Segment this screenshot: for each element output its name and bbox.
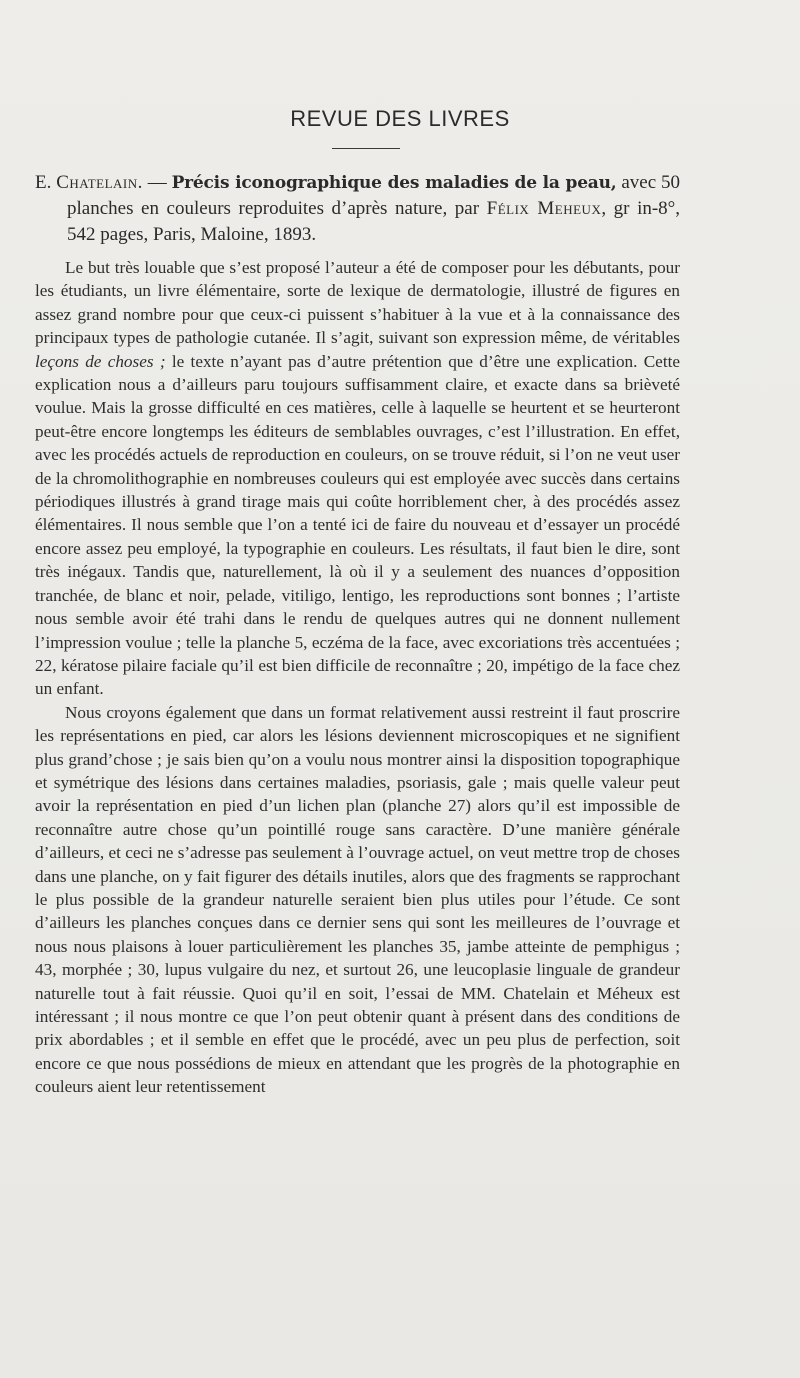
review-paragraph-2: Nous croyons également que dans un format relativement aussi restreint il faut proscrire les représentations en pied, car alors les lésions deviennent microscopiques et ne signifient plus grand’chose ; je sais bien qu’on a voulu nous montrer ainsi la disposition topographique et symétrique des lésions dans certaines maladies, psoriasis, gale ; mais quelle valeur peut avoir la représentation en pied d’un lichen plan (planche 27) alors qu’il est impossible de reconnaître autre chose qu’un pointillé rouge sans caractère. D’une manière générale d’ailleurs, et ceci ne s’adresse pas seulement à l’ouvrage actuel, on veut mettre trop de choses dans une planche, on y fait figurer des détails inutiles, alors que des fragments se rapprochant le plus possible de la grandeur naturelle seraient bien plus utiles pour l’étude. Ce sont d’ailleurs les planches conçues dans ce dernier sens qui sont les meilleures de l’ouvrage et nous nous plaisons à louer particulièrement les planches 35, jambe atteinte de pemphigus ; 43, morphée ; 30, lupus vulgaire du nez, et surtout 26, une leucoplasie linguale de grandeur naturelle tout à fait réussie. Quoi qu’il en soit, l’essai de MM. Chatelain et Méheux est intéressant ; il nous montre ce que l’on peut obtenir quant à présent dans des conditions de prix abordables ; et il semble en effet que le procédé, avec un peu plus de perfection, soit encore ce que nous possédions de mieux en attendant que les progrès de la photographie en couleurs aient leur retentissement	[35, 702, 680, 1097]
author-initial: E.	[35, 172, 52, 193]
author-name: Chatelain.	[56, 172, 143, 193]
section-heading: REVUE DES LIVRES	[290, 106, 510, 131]
paragraph-1-text-a: Le but très louable que s’est proposé l’auteur a été de composer pour les débutants, pour les étudiants, un livre élémentaire, sorte de lexique de dermatologie, illustré de figures en assez grand nombre pour que ceux-ci puissent s’habituer à la vue et à la connaissance des principaux types de pathologie cutanée. Il s’agit, suivant son expression même, de véritables	[35, 258, 680, 348]
paragraph-1-italic: leçons de choses ;	[35, 351, 166, 371]
book-title: Précis iconographique des maladies de la peau,	[171, 173, 617, 193]
review-paragraph-1	[35, 256, 680, 701]
bibliographic-entry	[35, 170, 680, 248]
review-content	[35, 170, 680, 1099]
entry-dash: —	[147, 172, 167, 193]
book-details-2: , gr in-8°, 542 pages, Paris, Maloine, 1893.	[67, 198, 681, 245]
heading-divider	[332, 148, 400, 149]
book-details-1: avec 50 planches en couleurs reproduites d’après nature, par	[67, 172, 681, 219]
paragraph-1-text-b: le texte n’ayant pas d’autre prétention que d’être une explication. Cette explication nous a d’ailleurs paru toujours suffisamment claire, et exacte dans sa brièveté voulue. Mais la grosse difficulté en ces matières, celle à laquelle se heurtent et se heurteront peut-être encore longtemps les éditeurs de semblables ouvrages, c’est l’illustration. En effet, avec les procédés actuels de reproduction en couleurs, on se trouve réduit, si l’on ne veut user de la chromolithographie en nombreuses couleurs qui est employée avec succès dans certains périodiques illustrés à grand tirage mais qui coûte horriblement cher, à des procédés assez élémentaires. Il nous semble que l’on a tenté ici de faire du nouveau et d’essayer un procédé encore assez peu employé, la typographie en couleurs. Les résultats, il faut bien le dire, sont très inégaux. Tandis que, naturellement, là où il y a seulement des nuances d’opposition tranchée, de blanc et noir, pelade, vitiligo, lentigo, les reproductions sont bonnes ; l’artiste nous semble avoir été trahi dans le rendu de quelques autres qui ne donnent nullement l’impression voulue ; telle la planche 5, eczéma de la face, avec excoriations très accentuées ; 22, kératose pilaire faciale qu’il est bien difficile de reconnaître ; 20, impétigo de la face chez un enfant.	[35, 351, 680, 699]
coauthor-name: Félix Meheux	[486, 198, 602, 219]
